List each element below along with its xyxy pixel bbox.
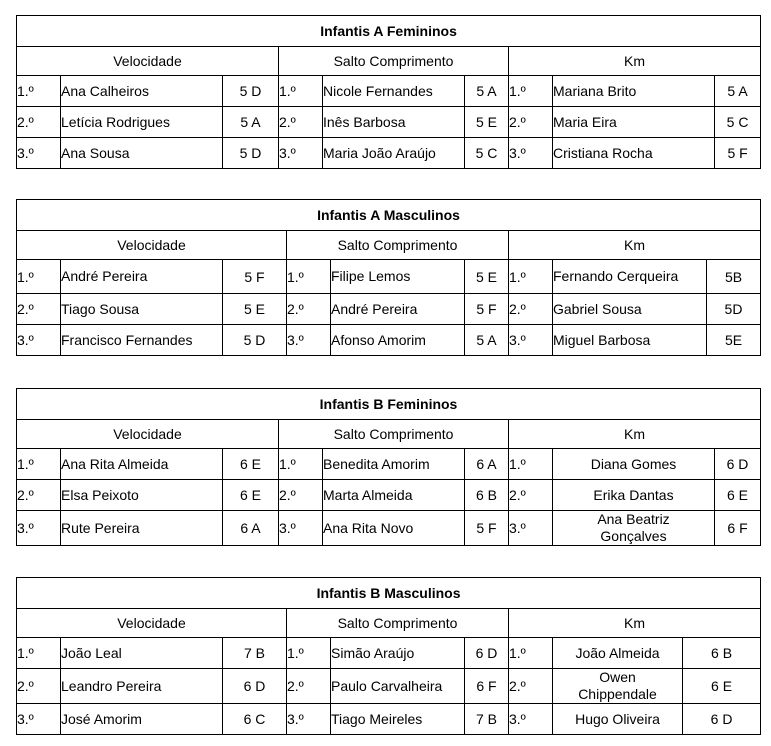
results-table-infantis-b-masculinos — [16, 577, 761, 735]
class-label: 6 E — [223, 480, 279, 511]
athlete-name: Maria João Araújo — [323, 138, 465, 169]
position-label: 1.º — [287, 638, 331, 669]
athlete-name: Inês Barbosa — [323, 107, 465, 138]
athlete-name: Elsa Peixoto — [61, 480, 223, 511]
table-row — [17, 294, 761, 325]
category-header-km: Km — [509, 231, 761, 260]
position-label: 3.º — [287, 704, 331, 735]
position-label: 1.º — [17, 260, 61, 294]
athlete-name: José Amorim — [61, 704, 223, 735]
athlete-name: Tiago Sousa — [61, 294, 223, 325]
position-label: 2.º — [279, 480, 323, 511]
athlete-name: João Leal — [61, 638, 223, 669]
table-row — [17, 638, 761, 669]
table-row — [17, 138, 761, 169]
table-row — [17, 480, 761, 511]
category-header-km: Km — [509, 420, 761, 449]
class-label: 5 E — [465, 260, 509, 294]
athlete-name: Ana Sousa — [61, 138, 223, 169]
class-label: 5 A — [465, 76, 509, 107]
class-label: 6 B — [683, 638, 761, 669]
position-label: 2.º — [17, 107, 61, 138]
position-label: 2.º — [509, 669, 553, 704]
athlete-name: Ana Rita Novo — [323, 511, 465, 546]
athlete-name: Miguel Barbosa — [553, 325, 707, 356]
position-label: 1.º — [287, 260, 331, 294]
position-label: 3.º — [17, 511, 61, 546]
class-label: 6 F — [465, 669, 509, 704]
results-table-infantis-b-femininos — [16, 388, 761, 546]
category-header-km: Km — [509, 609, 761, 638]
position-label: 3.º — [17, 704, 61, 735]
class-label: 6 D — [465, 638, 509, 669]
athlete-name: Rute Pereira — [61, 511, 223, 546]
table-row — [17, 704, 761, 735]
position-label: 2.º — [509, 480, 553, 511]
class-label: 5 E — [223, 294, 287, 325]
athlete-name: Filipe Lemos — [331, 260, 465, 294]
class-label: 5D — [707, 294, 761, 325]
athlete-name: Benedita Amorim — [323, 449, 465, 480]
results-table-infantis-a-femininos — [16, 15, 761, 169]
position-label: 3.º — [17, 325, 61, 356]
position-label: 3.º — [509, 511, 553, 546]
position-label: 1.º — [279, 449, 323, 480]
athlete-name: Mariana Brito — [553, 76, 715, 107]
class-label: 6 D — [223, 669, 287, 704]
class-label: 5 A — [715, 76, 761, 107]
athlete-name: Leandro Pereira — [61, 669, 223, 704]
section-title: Infantis A Masculinos — [17, 200, 761, 231]
athlete-name: Fernando Cerqueira — [553, 260, 707, 294]
class-label: 6 E — [683, 669, 761, 704]
class-label: 5 C — [465, 138, 509, 169]
category-header-velocidade: Velocidade — [17, 231, 287, 260]
class-label: 5 F — [223, 260, 287, 294]
class-label: 6 B — [465, 480, 509, 511]
athlete-name: Hugo Oliveira — [553, 704, 683, 735]
class-label: 5B — [707, 260, 761, 294]
position-label: 3.º — [279, 138, 323, 169]
class-label: 5 A — [223, 107, 279, 138]
athlete-name: Ana Rita Almeida — [61, 449, 223, 480]
athlete-name: Letícia Rodrigues — [61, 107, 223, 138]
position-label: 1.º — [509, 260, 553, 294]
position-label: 2.º — [509, 294, 553, 325]
athlete-name: Nicole Fernandes — [323, 76, 465, 107]
position-label: 3.º — [279, 511, 323, 546]
athlete-name: Afonso Amorim — [331, 325, 465, 356]
athlete-name: Diana Gomes — [553, 449, 715, 480]
position-label: 1.º — [17, 449, 61, 480]
position-label: 2.º — [287, 669, 331, 704]
class-label: 6 C — [223, 704, 287, 735]
position-label: 3.º — [287, 325, 331, 356]
position-label: 3.º — [509, 138, 553, 169]
class-label: 5 D — [223, 76, 279, 107]
athlete-name: Paulo Carvalheira — [331, 669, 465, 704]
class-label: 6 F — [715, 511, 761, 546]
position-label: 1.º — [509, 76, 553, 107]
class-label: 5 F — [715, 138, 761, 169]
table-row — [17, 76, 761, 107]
position-label: 2.º — [17, 294, 61, 325]
position-label: 2.º — [17, 480, 61, 511]
category-header-salto-comprimento: Salto Comprimento — [287, 609, 509, 638]
position-label: 3.º — [509, 325, 553, 356]
section-title: Infantis B Masculinos — [17, 578, 761, 609]
athlete-name: Cristiana Rocha — [553, 138, 715, 169]
category-header-velocidade: Velocidade — [17, 609, 287, 638]
position-label: 2.º — [17, 669, 61, 704]
athlete-name: Owen Chippendale — [553, 669, 683, 704]
athlete-name: Maria Eira — [553, 107, 715, 138]
results-table-infantis-a-masculinos — [16, 199, 761, 356]
athlete-name: Francisco Fernandes — [61, 325, 223, 356]
category-header-salto-comprimento: Salto Comprimento — [287, 231, 509, 260]
class-label: 5 A — [465, 325, 509, 356]
category-header-salto-comprimento: Salto Comprimento — [279, 47, 509, 76]
class-label: 6 A — [465, 449, 509, 480]
table-row — [17, 669, 761, 704]
athlete-name: Tiago Meireles — [331, 704, 465, 735]
position-label: 2.º — [509, 107, 553, 138]
athlete-name: Gabriel Sousa — [553, 294, 707, 325]
position-label: 1.º — [17, 76, 61, 107]
position-label: 2.º — [287, 294, 331, 325]
table-row — [17, 511, 761, 546]
table-row — [17, 260, 761, 294]
athlete-name: Marta Almeida — [323, 480, 465, 511]
section-title: Infantis B Femininos — [17, 389, 761, 420]
athlete-name: Ana Beatriz Gonçalves — [553, 511, 715, 546]
category-header-velocidade: Velocidade — [17, 420, 279, 449]
athlete-name: André Pereira — [331, 294, 465, 325]
position-label: 2.º — [279, 107, 323, 138]
athlete-name: João Almeida — [553, 638, 683, 669]
athlete-name: André Pereira — [61, 260, 223, 294]
table-row — [17, 449, 761, 480]
class-label: 6 D — [683, 704, 761, 735]
category-header-salto-comprimento: Salto Comprimento — [279, 420, 509, 449]
table-row — [17, 107, 761, 138]
class-label: 6 E — [715, 480, 761, 511]
class-label: 6 A — [223, 511, 279, 546]
class-label: 5 E — [465, 107, 509, 138]
category-header-km: Km — [509, 47, 761, 76]
class-label: 5E — [707, 325, 761, 356]
class-label: 5 F — [465, 511, 509, 546]
class-label: 5 D — [223, 138, 279, 169]
athlete-name: Simão Araújo — [331, 638, 465, 669]
class-label: 7 B — [465, 704, 509, 735]
position-label: 1.º — [279, 76, 323, 107]
position-label: 1.º — [509, 638, 553, 669]
class-label: 5 F — [465, 294, 509, 325]
class-label: 5 D — [223, 325, 287, 356]
position-label: 3.º — [509, 704, 553, 735]
position-label: 3.º — [17, 138, 61, 169]
section-title: Infantis A Femininos — [17, 16, 761, 47]
position-label: 1.º — [17, 638, 61, 669]
class-label: 5 C — [715, 107, 761, 138]
category-header-velocidade: Velocidade — [17, 47, 279, 76]
class-label: 7 B — [223, 638, 287, 669]
table-row — [17, 325, 761, 356]
athlete-name: Ana Calheiros — [61, 76, 223, 107]
athlete-name: Erika Dantas — [553, 480, 715, 511]
class-label: 6 E — [223, 449, 279, 480]
class-label: 6 D — [715, 449, 761, 480]
position-label: 1.º — [509, 449, 553, 480]
